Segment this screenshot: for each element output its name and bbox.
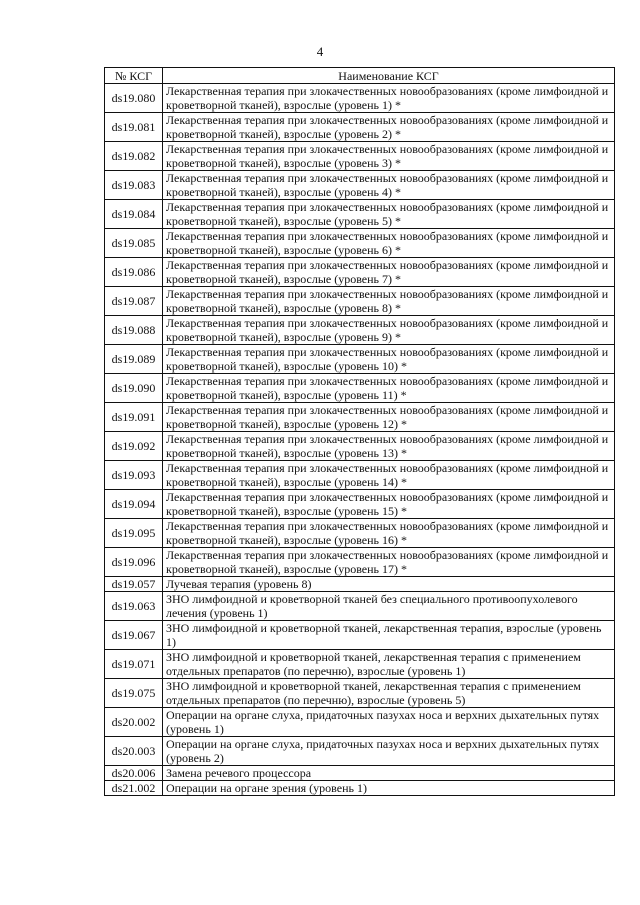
ksg-name: Лекарственная терапия при злокачественных новообразованиях (кроме лимфоидной и кроветворной тканей), взрослые (уровень 12) * bbox=[163, 403, 615, 432]
ksg-code: ds19.075 bbox=[105, 679, 163, 708]
column-header-name: Наименование КСГ bbox=[163, 68, 615, 84]
table-row bbox=[105, 577, 615, 592]
ksg-name: Лекарственная терапия при злокачественных новообразованиях (кроме лимфоидной и кроветворной тканей), взрослые (уровень 4) * bbox=[163, 171, 615, 200]
ksg-name: ЗНО лимфоидной и кроветворной тканей, лекарственная терапия с применением отдельных препаратов (по перечню), взрослые (уровень 1) bbox=[163, 650, 615, 679]
ksg-code: ds19.091 bbox=[105, 403, 163, 432]
ksg-name: Лекарственная терапия при злокачественных новообразованиях (кроме лимфоидной и кроветворной тканей), взрослые (уровень 14) * bbox=[163, 461, 615, 490]
table-row bbox=[105, 781, 615, 796]
table-row bbox=[105, 548, 615, 577]
ksg-code: ds19.092 bbox=[105, 432, 163, 461]
ksg-code: ds20.006 bbox=[105, 766, 163, 781]
ksg-name: Лекарственная терапия при злокачественных новообразованиях (кроме лимфоидной и кроветворной тканей), взрослые (уровень 3) * bbox=[163, 142, 615, 171]
ksg-name: Лекарственная терапия при злокачественных новообразованиях (кроме лимфоидной и кроветворной тканей), взрослые (уровень 13) * bbox=[163, 432, 615, 461]
ksg-name: Лекарственная терапия при злокачественных новообразованиях (кроме лимфоидной и кроветворной тканей), взрослые (уровень 6) * bbox=[163, 229, 615, 258]
table-row bbox=[105, 432, 615, 461]
ksg-name: Операции на органе слуха, придаточных пазухах носа и верхних дыхательных путях (уровень 1) bbox=[163, 708, 615, 737]
ksg-code: ds19.085 bbox=[105, 229, 163, 258]
table-row bbox=[105, 592, 615, 621]
ksg-code: ds19.086 bbox=[105, 258, 163, 287]
table-row bbox=[105, 142, 615, 171]
ksg-code: ds19.089 bbox=[105, 345, 163, 374]
ksg-name: ЗНО лимфоидной и кроветворной тканей, лекарственная терапия, взрослые (уровень 1) bbox=[163, 621, 615, 650]
ksg-code: ds19.084 bbox=[105, 200, 163, 229]
ksg-code: ds19.090 bbox=[105, 374, 163, 403]
table-row bbox=[105, 374, 615, 403]
column-header-code: № КСГ bbox=[105, 68, 163, 84]
ksg-code: ds19.087 bbox=[105, 287, 163, 316]
table-row bbox=[105, 461, 615, 490]
ksg-code: ds19.096 bbox=[105, 548, 163, 577]
table-row bbox=[105, 113, 615, 142]
table-row bbox=[105, 200, 615, 229]
ksg-name: Лекарственная терапия при злокачественных новообразованиях (кроме лимфоидной и кроветворной тканей), взрослые (уровень 8) * bbox=[163, 287, 615, 316]
ksg-name: ЗНО лимфоидной и кроветворной тканей, лекарственная терапия с применением отдельных препаратов (по перечню), взрослые (уровень 5) bbox=[163, 679, 615, 708]
table-row bbox=[105, 171, 615, 200]
ksg-name: Лекарственная терапия при злокачественных новообразованиях (кроме лимфоидной и кроветворной тканей), взрослые (уровень 1) * bbox=[163, 84, 615, 113]
ksg-code: ds21.002 bbox=[105, 781, 163, 796]
table-row bbox=[105, 403, 615, 432]
ksg-code: ds19.083 bbox=[105, 171, 163, 200]
ksg-name: Лекарственная терапия при злокачественных новообразованиях (кроме лимфоидной и кроветворной тканей), взрослые (уровень 15) * bbox=[163, 490, 615, 519]
ksg-name: Лекарственная терапия при злокачественных новообразованиях (кроме лимфоидной и кроветворной тканей), взрослые (уровень 10) * bbox=[163, 345, 615, 374]
page-number: 4 bbox=[316, 44, 324, 59]
ksg-code: ds19.081 bbox=[105, 113, 163, 142]
table-row bbox=[105, 679, 615, 708]
table-row bbox=[105, 490, 615, 519]
ksg-name: Операции на органе зрения (уровень 1) bbox=[163, 781, 615, 796]
ksg-name: ЗНО лимфоидной и кроветворной тканей без специального противоопухолевого лечения (уровень 1) bbox=[163, 592, 615, 621]
ksg-name: Замена речевого процессора bbox=[163, 766, 615, 781]
ksg-name: Лучевая терапия (уровень 8) bbox=[163, 577, 615, 592]
table-row bbox=[105, 519, 615, 548]
ksg-name: Лекарственная терапия при злокачественных новообразованиях (кроме лимфоидной и кроветворной тканей), взрослые (уровень 7) * bbox=[163, 258, 615, 287]
ksg-code: ds19.093 bbox=[105, 461, 163, 490]
table-row bbox=[105, 621, 615, 650]
ksg-name: Лекарственная терапия при злокачественных новообразованиях (кроме лимфоидной и кроветворной тканей), взрослые (уровень 11) * bbox=[163, 374, 615, 403]
table-row bbox=[105, 316, 615, 345]
table-row bbox=[105, 650, 615, 679]
ksg-code: ds19.071 bbox=[105, 650, 163, 679]
ksg-name: Лекарственная терапия при злокачественных новообразованиях (кроме лимфоидной и кроветворной тканей), взрослые (уровень 9) * bbox=[163, 316, 615, 345]
ksg-code: ds19.082 bbox=[105, 142, 163, 171]
ksg-name: Лекарственная терапия при злокачественных новообразованиях (кроме лимфоидной и кроветворной тканей), взрослые (уровень 5) * bbox=[163, 200, 615, 229]
ksg-name: Лекарственная терапия при злокачественных новообразованиях (кроме лимфоидной и кроветворной тканей), взрослые (уровень 17) * bbox=[163, 548, 615, 577]
ksg-name: Лекарственная терапия при злокачественных новообразованиях (кроме лимфоидной и кроветворной тканей), взрослые (уровень 16) * bbox=[163, 519, 615, 548]
table-row bbox=[105, 287, 615, 316]
table-row bbox=[105, 345, 615, 374]
ksg-code: ds19.080 bbox=[105, 84, 163, 113]
ksg-code: ds19.095 bbox=[105, 519, 163, 548]
table-row bbox=[105, 766, 615, 781]
table-row bbox=[105, 737, 615, 766]
ksg-name: Операции на органе слуха, придаточных пазухах носа и верхних дыхательных путях (уровень 2) bbox=[163, 737, 615, 766]
table-row bbox=[105, 229, 615, 258]
table-row bbox=[105, 84, 615, 113]
ksg-code: ds20.003 bbox=[105, 737, 163, 766]
ksg-code: ds19.063 bbox=[105, 592, 163, 621]
table-header-row bbox=[105, 68, 615, 84]
ksg-name: Лекарственная терапия при злокачественных новообразованиях (кроме лимфоидной и кроветворной тканей), взрослые (уровень 2) * bbox=[163, 113, 615, 142]
ksg-code: ds19.057 bbox=[105, 577, 163, 592]
ksg-code: ds19.094 bbox=[105, 490, 163, 519]
ksg-table bbox=[104, 67, 615, 796]
table-row bbox=[105, 258, 615, 287]
table-row bbox=[105, 708, 615, 737]
ksg-code: ds19.088 bbox=[105, 316, 163, 345]
ksg-code: ds19.067 bbox=[105, 621, 163, 650]
ksg-code: ds20.002 bbox=[105, 708, 163, 737]
